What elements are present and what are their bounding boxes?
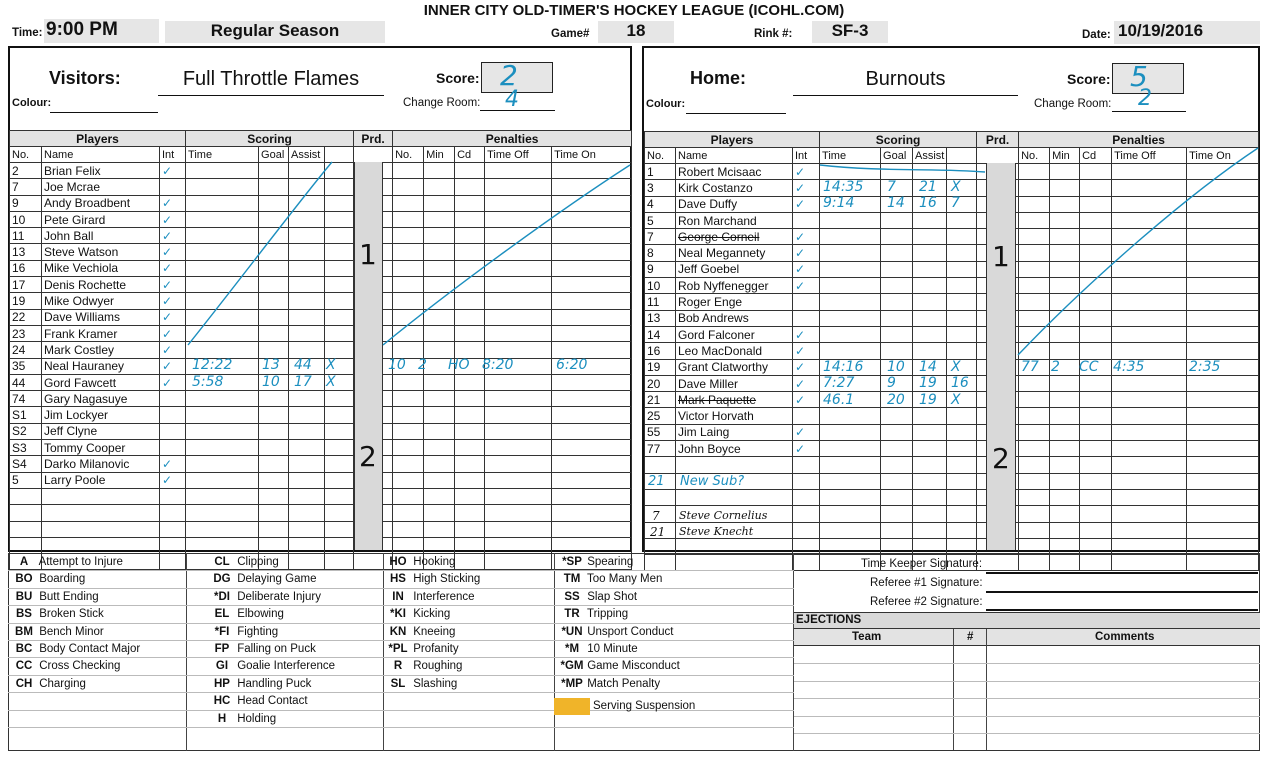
player-name: Frank Kramer xyxy=(42,325,160,341)
penalty-code: H Holding xyxy=(217,712,277,725)
table-row xyxy=(10,505,632,521)
date-label: Date: xyxy=(1082,29,1111,41)
penalties-header: Penalties xyxy=(393,131,632,147)
visitors-score-label: Score: xyxy=(436,70,480,86)
table-row xyxy=(645,164,1259,180)
ejections-title: EJECTIONS xyxy=(794,612,1260,629)
player-number: S4 xyxy=(10,456,42,472)
home-goal-1: 14:35 7 21 X xyxy=(823,179,961,195)
table-row xyxy=(645,245,1259,261)
penalty-code: EL Elbowing xyxy=(214,608,284,621)
player-number: 14 xyxy=(645,326,676,342)
penalty-code: FP Falling on Puck xyxy=(214,642,316,655)
player-name: Gary Nagasuye xyxy=(42,391,160,407)
penalty-code: CL Clipping xyxy=(214,556,279,568)
table-row xyxy=(10,179,632,195)
player-name: Victor Horvath xyxy=(676,408,793,424)
player-name: John Boyce xyxy=(676,441,793,457)
player-name: Larry Poole xyxy=(42,472,160,488)
table-row xyxy=(10,488,632,504)
home-colour-label: Colour: xyxy=(646,98,686,110)
penalty-code: *UN Unsport Conduct xyxy=(561,625,674,638)
visitors-period-column xyxy=(354,162,383,550)
home-goal-5: 46.1 20 19 X xyxy=(823,392,961,408)
player-number: 25 xyxy=(645,408,676,424)
player-number: 11 xyxy=(645,294,676,310)
visitor-goal-2: 5:58 10 17 X xyxy=(192,374,336,390)
player-number: 5 xyxy=(10,472,42,488)
player-name: George Corneil xyxy=(676,229,793,245)
col-time-on: Time On xyxy=(552,147,632,163)
player-name: Kirk Costanzo xyxy=(676,180,793,196)
table-row xyxy=(10,163,632,179)
check-mark-icon: ✓ xyxy=(162,196,173,211)
home-label: Home: xyxy=(690,68,747,88)
player-number: 8 xyxy=(645,245,676,261)
col-pen-no: No. xyxy=(393,147,424,163)
player-number: 11 xyxy=(10,228,42,244)
penalty-code: SL Slashing xyxy=(390,677,458,690)
sub1-name: Steve Cornelius xyxy=(679,509,768,522)
player-name: Neal Hauraney xyxy=(42,358,160,374)
player-number: 55 xyxy=(645,424,676,440)
home-col-time-on: Time On xyxy=(1187,148,1259,164)
table-row xyxy=(645,343,1259,359)
player-number: S3 xyxy=(10,440,42,456)
penalty-code: *M 10 Minute xyxy=(564,642,638,655)
player-name: Darko Milanovic xyxy=(42,456,160,472)
visitors-score: 2 xyxy=(500,59,518,92)
check-mark-icon: ✓ xyxy=(162,277,173,292)
home-scoring-header: Scoring xyxy=(820,132,977,148)
player-number: 19 xyxy=(645,359,676,375)
player-number: 2 xyxy=(10,163,42,179)
table-row xyxy=(10,423,632,439)
check-mark-icon: ✓ xyxy=(162,342,173,357)
check-mark-icon: ✓ xyxy=(162,261,173,276)
player-name: Mark Paquette xyxy=(676,392,793,408)
players-header: Players xyxy=(10,131,186,147)
home-col-pen-no: No. xyxy=(1019,148,1050,164)
home-goal-3: 14:16 10 14 X xyxy=(823,359,961,375)
check-mark-icon: ✓ xyxy=(795,164,806,179)
check-mark-icon: ✓ xyxy=(795,229,806,244)
col-no: No. xyxy=(10,147,42,163)
player-number: 17 xyxy=(10,277,42,293)
penalty-code: *MP Match Penalty xyxy=(561,677,661,690)
table-row xyxy=(645,278,1259,294)
player-name: Ron Marchand xyxy=(676,212,793,228)
penalty-codes-col3 xyxy=(386,556,480,695)
penalty-code: *SP Spearing xyxy=(562,556,634,568)
check-mark-icon: ✓ xyxy=(795,246,806,261)
suspension-swatch xyxy=(554,698,590,715)
penalty-code: R Roughing xyxy=(393,660,463,673)
home-col-time: Time xyxy=(820,148,881,164)
home-goal-2: 9:14 14 16 7 xyxy=(823,195,960,211)
player-name: Gord Fawcett xyxy=(42,374,160,390)
player-name: Roger Enge xyxy=(676,294,793,310)
home-period-column xyxy=(986,163,1016,550)
check-mark-icon: ✓ xyxy=(795,327,806,342)
game-number: 18 xyxy=(598,21,674,43)
penalty-codes-col2 xyxy=(210,556,335,730)
sub1-number: 7 xyxy=(652,509,660,523)
col-time-off: Time Off xyxy=(485,147,552,163)
penalty-code: KN Kneeing xyxy=(389,625,456,638)
table-row xyxy=(645,326,1259,342)
sub2-number: 21 xyxy=(650,525,666,539)
player-name: Tommy Cooper xyxy=(42,440,160,456)
player-number: 20 xyxy=(645,375,676,391)
visitor-goal-1: 12:22 13 44 X xyxy=(192,357,336,373)
table-row xyxy=(645,294,1259,310)
penalty-code: BC Body Contact Major xyxy=(15,642,141,655)
penalty-code: DG Delaying Game xyxy=(213,573,317,586)
ref1-label: Referee #1 Signature: xyxy=(870,577,983,589)
home-score-label: Score: xyxy=(1067,71,1111,87)
penalty-codes-col4 xyxy=(560,556,680,695)
player-number: 23 xyxy=(10,325,42,341)
check-mark-icon: ✓ xyxy=(162,456,173,471)
player-number: 4 xyxy=(645,196,676,212)
home-period-2: 2 xyxy=(992,442,1010,475)
player-number: 74 xyxy=(10,391,42,407)
player-name: Mike Odwyer xyxy=(42,293,160,309)
penalty-code: BU Butt Ending xyxy=(15,590,99,603)
table-row xyxy=(10,456,632,472)
check-mark-icon: ✓ xyxy=(162,228,173,243)
serving-suspension-label: Serving Suspension xyxy=(593,700,696,712)
prd-header: Prd. xyxy=(354,131,393,147)
penalty-code: *GM Game Misconduct xyxy=(560,660,680,673)
player-number: 77 xyxy=(645,441,676,457)
visitors-label: Visitors: xyxy=(49,68,121,88)
player-name: John Ball xyxy=(42,228,160,244)
check-mark-icon: ✓ xyxy=(795,441,806,456)
rink-label: Rink #: xyxy=(754,28,793,40)
penalty-code: TM Too Many Men xyxy=(563,573,663,586)
table-row xyxy=(10,472,632,488)
penalty-code: A Attempt to Injure xyxy=(19,556,123,568)
visitors-room-label: Change Room: xyxy=(403,97,481,109)
check-mark-icon: ✓ xyxy=(795,180,806,195)
player-number: 3 xyxy=(645,180,676,196)
penalty-code: HO Hooking xyxy=(389,556,456,568)
new-sub-note: New Sub? xyxy=(680,474,745,489)
player-number: S2 xyxy=(10,423,42,439)
visitors-period-1: 1 xyxy=(359,238,377,271)
player-number: 35 xyxy=(10,358,42,374)
time-label: Time: xyxy=(12,27,43,39)
penalty-code: GI Goalie Interference xyxy=(215,660,336,673)
penalty-code: HP Handling Puck xyxy=(214,677,312,690)
table-row xyxy=(645,441,1259,457)
penalty-code: IN Interference xyxy=(392,590,475,603)
check-mark-icon: ✓ xyxy=(795,262,806,277)
col-assist: Assist xyxy=(289,147,325,163)
table-row xyxy=(10,260,632,276)
player-name: Leo MacDonald xyxy=(676,343,793,359)
penalty-code: TR Tripping xyxy=(564,608,629,621)
player-number: 16 xyxy=(10,260,42,276)
home-penalty-1: 77 2 CC 4:35 2:35 xyxy=(1021,359,1221,375)
player-number: 5 xyxy=(645,212,676,228)
player-number: 19 xyxy=(10,293,42,309)
player-number: 9 xyxy=(645,261,676,277)
penalty-codes-col1 xyxy=(12,556,140,695)
home-col-no: No. xyxy=(645,148,676,164)
table-row xyxy=(645,489,1259,505)
visitors-period-2: 2 xyxy=(359,440,377,473)
game-date: 10/19/2016 xyxy=(1114,21,1260,44)
check-mark-icon: ✓ xyxy=(162,294,173,309)
player-number: S1 xyxy=(10,407,42,423)
player-number: 22 xyxy=(10,309,42,325)
game-time: 9:00 PM xyxy=(44,19,159,43)
penalty-code: BO Boarding xyxy=(15,573,86,586)
visitors-colour-label: Colour: xyxy=(12,97,52,109)
col-int: Int xyxy=(160,147,186,163)
check-mark-icon: ✓ xyxy=(795,343,806,358)
player-name: Neal Megannety xyxy=(676,245,793,261)
table-row xyxy=(10,244,632,260)
player-number: 21 xyxy=(645,392,676,408)
table-row xyxy=(10,293,632,309)
home-col-assist: Assist xyxy=(913,148,947,164)
player-number: 44 xyxy=(10,374,42,390)
check-mark-icon: ✓ xyxy=(795,425,806,440)
check-mark-icon: ✓ xyxy=(162,163,173,178)
home-players-header: Players xyxy=(645,132,820,148)
player-name: Joe Mcrae xyxy=(42,179,160,195)
check-mark-icon: ✓ xyxy=(162,473,173,488)
check-mark-icon: ✓ xyxy=(795,278,806,293)
table-row xyxy=(10,537,632,553)
visitors-scoresheet xyxy=(9,130,632,570)
table-row xyxy=(10,325,632,341)
table-row xyxy=(10,342,632,358)
league-title: INNER CITY OLD-TIMER'S HOCKEY LEAGUE (ICOHL.COM) xyxy=(423,2,845,19)
penalty-code: *PL Profanity xyxy=(388,642,459,655)
player-name: Pete Girard xyxy=(42,211,160,227)
penalty-code: CH Charging xyxy=(15,677,86,690)
table-row xyxy=(10,440,632,456)
home-col-time-off: Time Off xyxy=(1112,148,1187,164)
ejections-num-header: # xyxy=(967,631,974,643)
home-period-1: 1 xyxy=(992,240,1010,273)
col-time: Time xyxy=(186,147,259,163)
table-row xyxy=(10,277,632,293)
ejections-team-header: Team xyxy=(852,631,882,643)
home-goal-4: 7:27 9 19 16 xyxy=(823,375,969,391)
player-name: Jim Laing xyxy=(676,424,793,440)
player-name: Mark Costley xyxy=(42,342,160,358)
visitors-room: 4 xyxy=(505,87,519,112)
home-col-int: Int xyxy=(793,148,820,164)
player-number: 10 xyxy=(645,278,676,294)
table-row xyxy=(10,195,632,211)
col-goal: Goal xyxy=(259,147,289,163)
sub2-name: Steve Knecht xyxy=(679,525,754,538)
player-name: Brian Felix xyxy=(42,163,160,179)
game-label: Game# xyxy=(551,28,590,40)
check-mark-icon: ✓ xyxy=(795,197,806,212)
player-number: 7 xyxy=(10,179,42,195)
check-mark-icon: ✓ xyxy=(162,375,173,390)
penalty-code: HC Head Contact xyxy=(213,695,308,708)
table-row xyxy=(645,424,1259,440)
table-row xyxy=(645,212,1259,228)
table-row xyxy=(10,521,632,537)
player-name: Denis Rochette xyxy=(42,277,160,293)
player-name: Gord Falconer xyxy=(676,326,793,342)
player-name: Jim Lockyer xyxy=(42,407,160,423)
player-name: Dave Miller xyxy=(676,375,793,391)
player-name: Jeff Goebel xyxy=(676,261,793,277)
new-sub-number: 21 xyxy=(648,474,665,489)
penalty-code: BS Broken Stick xyxy=(16,608,104,621)
player-name: Dave Williams xyxy=(42,309,160,325)
penalty-code: *DI Deliberate Injury xyxy=(214,590,321,603)
home-penalties-header: Penalties xyxy=(1019,132,1259,148)
penalty-code: *KI Kicking xyxy=(390,608,451,621)
season-type: Regular Season xyxy=(165,21,385,43)
col-cd: Cd xyxy=(455,147,485,163)
check-mark-icon: ✓ xyxy=(162,310,173,325)
col-name: Name xyxy=(42,147,160,163)
check-mark-icon: ✓ xyxy=(795,360,806,375)
penalty-code: *FI Fighting xyxy=(214,625,279,638)
player-name: Andy Broadbent xyxy=(42,195,160,211)
check-mark-icon: ✓ xyxy=(162,212,173,227)
visitors-team: Full Throttle Flames xyxy=(158,68,384,96)
player-number: 9 xyxy=(10,195,42,211)
table-row xyxy=(645,310,1259,326)
player-number: 13 xyxy=(10,244,42,260)
penalty-code: CC Cross Checking xyxy=(15,660,121,673)
home-team: Burnouts xyxy=(793,68,1018,96)
table-row xyxy=(645,261,1259,277)
table-row xyxy=(645,457,1259,473)
table-row xyxy=(645,408,1259,424)
player-name: Jeff Clyne xyxy=(42,423,160,439)
player-name: Robert Mcisaac xyxy=(676,164,793,180)
visitor-penalty-1: 10 2 HO 8:20 6:20 xyxy=(388,357,588,373)
player-number: 7 xyxy=(645,229,676,245)
ref2-label: Referee #2 Signature: xyxy=(870,596,983,608)
timekeeper-label: Time Keeper Signature: xyxy=(861,558,983,570)
player-number: 24 xyxy=(10,342,42,358)
player-name: Bob Andrews xyxy=(676,310,793,326)
player-name: Grant Clatworthy xyxy=(676,359,793,375)
check-mark-icon: ✓ xyxy=(795,376,806,391)
col-min: Min xyxy=(424,147,455,163)
rink-number: SF-3 xyxy=(812,21,888,43)
check-mark-icon: ✓ xyxy=(162,245,173,260)
table-row xyxy=(10,391,632,407)
table-row xyxy=(10,407,632,423)
check-mark-icon: ✓ xyxy=(162,326,173,341)
table-row xyxy=(10,211,632,227)
penalty-code: BM Bench Minor xyxy=(15,625,104,638)
home-prd-header: Prd. xyxy=(977,132,1019,148)
home-score: 5 xyxy=(1130,60,1148,93)
table-row xyxy=(10,309,632,325)
home-room: 2 xyxy=(1138,86,1152,111)
player-name: Dave Duffy xyxy=(676,196,793,212)
check-mark-icon: ✓ xyxy=(162,359,173,374)
player-name: Steve Watson xyxy=(42,244,160,260)
player-number: 1 xyxy=(645,164,676,180)
player-name: Mike Vechiola xyxy=(42,260,160,276)
home-col-name: Name xyxy=(676,148,793,164)
penalty-code: SS Slap Shot xyxy=(564,590,638,603)
player-number: 16 xyxy=(645,343,676,359)
scoring-header: Scoring xyxy=(186,131,354,147)
player-number: 10 xyxy=(10,211,42,227)
home-room-label: Change Room: xyxy=(1034,98,1112,110)
home-col-goal: Goal xyxy=(881,148,913,164)
ejections-comments-header: Comments xyxy=(1095,631,1155,643)
home-col-min: Min xyxy=(1050,148,1080,164)
table-row xyxy=(10,228,632,244)
home-col-cd: Cd xyxy=(1080,148,1112,164)
table-row xyxy=(645,229,1259,245)
player-name: Rob Nyffenegger xyxy=(676,278,793,294)
player-number: 13 xyxy=(645,310,676,326)
penalty-code: HS High Sticking xyxy=(390,573,481,586)
check-mark-icon: ✓ xyxy=(795,392,806,407)
